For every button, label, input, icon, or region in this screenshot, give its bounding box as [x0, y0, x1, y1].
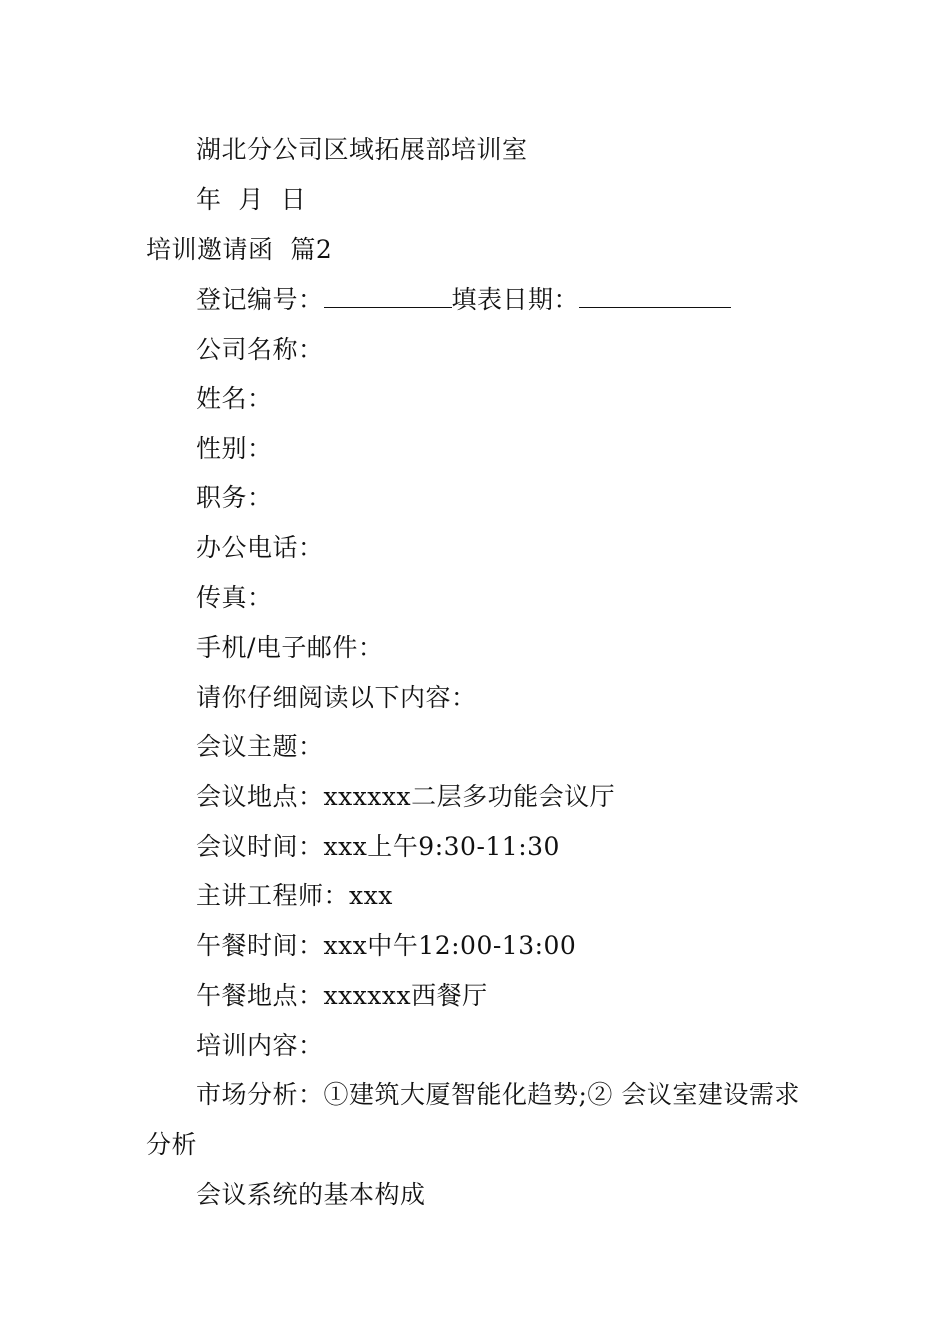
market-analysis-line1: 市场分析：①建筑大厦智能化趋势;② 会议室建设需求: [196, 1080, 800, 1109]
lunch-location: 午餐地点：xxxxxx西餐厅: [196, 981, 488, 1010]
market-analysis-line2: 分析: [146, 1130, 198, 1159]
field-office-phone: 办公电话：: [196, 533, 324, 562]
field-name: 姓名：: [196, 384, 273, 413]
meeting-engineer: 主讲工程师：xxx: [196, 881, 393, 910]
signature-department: 湖北分公司区域拓展部培训室: [196, 135, 528, 164]
field-company: 公司名称：: [196, 335, 324, 364]
meeting-topic: 会议主题：: [196, 732, 324, 761]
lunch-time: 午餐时间：xxx中午12:00-13:00: [196, 931, 577, 960]
system-composition: 会议系统的基本构成: [196, 1180, 426, 1209]
meeting-time: 会议时间：xxx上午9:30-11:30: [196, 832, 560, 861]
signature-date-text: 年 月 日: [196, 185, 307, 214]
field-position: 职务：: [196, 483, 273, 512]
registration-row: [196, 285, 731, 315]
registration-number-blank: [324, 285, 452, 308]
fill-date-label: 填表日期：: [451, 285, 580, 314]
fill-date-blank: [579, 285, 731, 308]
field-fax: 传真：: [196, 583, 273, 612]
field-mobile-email: 手机/电子邮件：: [196, 633, 384, 662]
section-heading-text: 培训邀请函 篇2: [146, 235, 333, 264]
training-label: 培训内容：: [196, 1031, 324, 1060]
instruction-text: 请你仔细阅读以下内容：: [196, 683, 477, 712]
meeting-location: 会议地点：xxxxxx二层多功能会议厅: [196, 782, 616, 811]
registration-number-label: 登记编号：: [196, 285, 324, 314]
field-gender: 性别：: [196, 434, 273, 463]
signature-date: [196, 185, 306, 215]
section-heading: [146, 235, 332, 265]
